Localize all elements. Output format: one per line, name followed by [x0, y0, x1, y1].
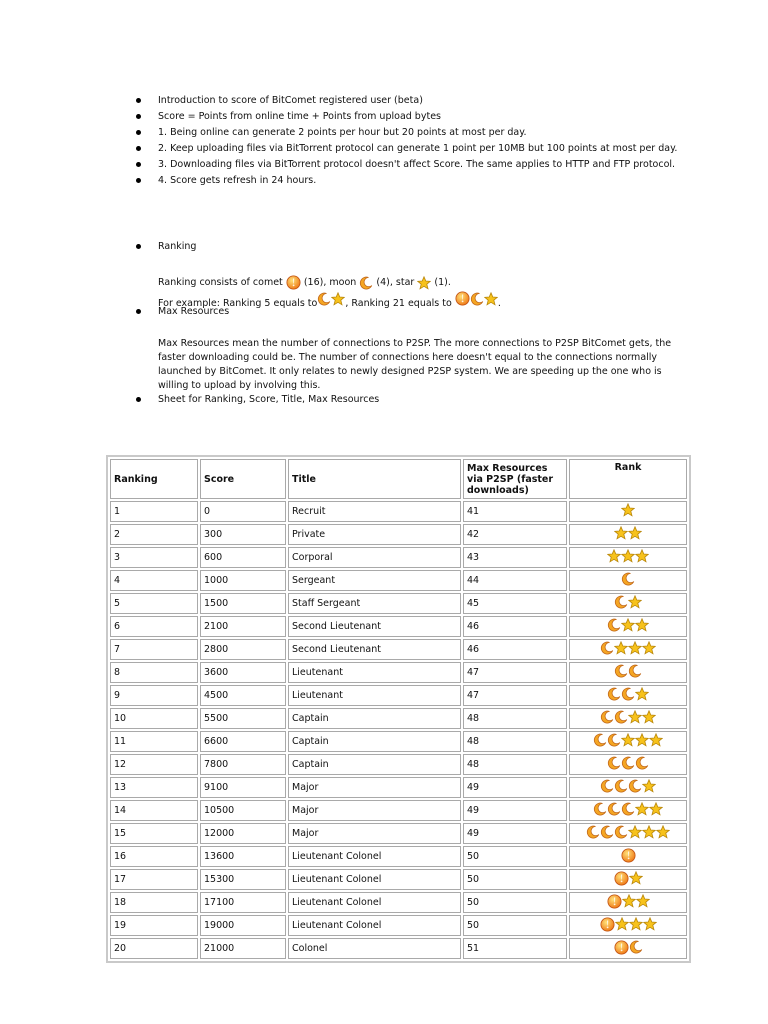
- star-icon: [642, 825, 656, 839]
- example-end: .: [497, 298, 501, 309]
- table-row: [110, 938, 687, 959]
- cell-title: Colonel: [288, 938, 461, 959]
- cell-ranking: 4: [110, 570, 198, 591]
- table-row: [110, 524, 687, 545]
- cell-title: Captain: [288, 708, 461, 729]
- example-mid-text: , Ranking 21 equals to: [345, 298, 452, 309]
- cell-max-resources: 50: [463, 915, 567, 936]
- cell-ranking: 15: [110, 823, 198, 844]
- cell-score: 5500: [200, 708, 286, 729]
- star-icon: [621, 503, 635, 517]
- cell-score: 4500: [200, 685, 286, 706]
- star-icon: [635, 687, 649, 701]
- cell-max-resources: 45: [463, 593, 567, 614]
- cell-title: Major: [288, 777, 461, 798]
- cell-ranking: 10: [110, 708, 198, 729]
- cell-score: 9100: [200, 777, 286, 798]
- moon-value: (4),: [376, 277, 393, 288]
- cell-max-resources: 46: [463, 639, 567, 660]
- cell-score: 17100: [200, 892, 286, 913]
- table-row: [110, 685, 687, 706]
- star-icon: [628, 595, 642, 609]
- moon-icon: [600, 825, 614, 839]
- cell-ranking: 2: [110, 524, 198, 545]
- moon-icon: [614, 779, 628, 793]
- rank-icons: [593, 802, 663, 816]
- rank-icons: [607, 894, 650, 909]
- cell-ranking: 3: [110, 547, 198, 568]
- cell-ranking: 5: [110, 593, 198, 614]
- cell-score: 12000: [200, 823, 286, 844]
- rank-icons: [614, 940, 643, 955]
- star-icon: [417, 276, 431, 290]
- star-icon: [615, 917, 629, 931]
- cell-ranking: 7: [110, 639, 198, 660]
- cell-score: 0: [200, 501, 286, 522]
- rank-icons: [607, 756, 649, 770]
- cell-ranking: 20: [110, 938, 198, 959]
- cell-score: 19000: [200, 915, 286, 936]
- star-icon: [642, 641, 656, 655]
- cell-max-resources: 47: [463, 685, 567, 706]
- cell-rank-icons: [569, 685, 687, 706]
- cell-score: 300: [200, 524, 286, 545]
- star-icon: [643, 917, 657, 931]
- cell-max-resources: 41: [463, 501, 567, 522]
- star-icon: [484, 292, 498, 306]
- cell-max-resources: 46: [463, 616, 567, 637]
- cell-score: 1500: [200, 593, 286, 614]
- cell-max-resources: 47: [463, 662, 567, 683]
- cell-rank-icons: [569, 708, 687, 729]
- moon-icon: [607, 756, 621, 770]
- sheet-heading: Sheet for Ranking, Score, Title, Max Resources: [134, 393, 379, 407]
- moon-icon: [607, 687, 621, 701]
- cell-title: Captain: [288, 754, 461, 775]
- cell-ranking: 17: [110, 869, 198, 890]
- intro-item: Score = Points from online time + Points from upload bytes: [134, 110, 677, 126]
- star-icon: [628, 526, 642, 540]
- moon-word: moon: [329, 277, 357, 288]
- table-row: [110, 800, 687, 821]
- cell-ranking: 16: [110, 846, 198, 867]
- rank-icons: [621, 503, 635, 517]
- star-icon: [621, 549, 635, 563]
- table-row: [110, 915, 687, 936]
- moon-icon: [614, 825, 628, 839]
- comet-icon: [286, 275, 301, 290]
- cell-rank-icons: [569, 731, 687, 752]
- cell-rank-icons: [569, 823, 687, 844]
- moon-icon: [607, 802, 621, 816]
- max-resources-line: launched by BitComet. It only relates to newly designed P2SP system. We are speeding up the one who is: [158, 366, 662, 377]
- table-row: [110, 547, 687, 568]
- table-row: [110, 846, 687, 867]
- cell-score: 15300: [200, 869, 286, 890]
- cell-rank-icons: [569, 846, 687, 867]
- cell-ranking: 1: [110, 501, 198, 522]
- table-row: [110, 662, 687, 683]
- star-icon: [629, 871, 643, 885]
- intro-list: [134, 94, 677, 190]
- rank-icons: [614, 871, 643, 886]
- header-rank: Rank: [569, 459, 687, 499]
- moon-icon: [629, 940, 643, 954]
- table-row: [110, 708, 687, 729]
- cell-title: Lieutenant: [288, 662, 461, 683]
- cell-score: 13600: [200, 846, 286, 867]
- cell-title: Sergeant: [288, 570, 461, 591]
- intro-item: 2. Keep uploading files via BitTorrent protocol can generate 1 point per 10MB but 100 points at most per day.: [134, 142, 677, 158]
- max-resources-heading: Max Resources: [134, 305, 229, 319]
- rank-icons: [593, 733, 663, 747]
- cell-rank-icons: [569, 892, 687, 913]
- star-icon: [628, 710, 642, 724]
- moon-icon: [586, 825, 600, 839]
- rank-21-icons: [455, 291, 498, 306]
- cell-rank-icons: [569, 915, 687, 936]
- cell-title: Lieutenant: [288, 685, 461, 706]
- cell-title: Private: [288, 524, 461, 545]
- cell-ranking: 6: [110, 616, 198, 637]
- star-icon: [635, 733, 649, 747]
- star-icon: [621, 618, 635, 632]
- rank-icons: [600, 779, 656, 793]
- star-icon: [614, 641, 628, 655]
- moon-icon: [621, 802, 635, 816]
- max-resources-line: faster downloading could be. The number of connections here doesn't equal to the connections normally: [158, 352, 658, 363]
- cell-max-resources: 50: [463, 869, 567, 890]
- ranking-consists-text: Ranking consists of comet: [158, 277, 283, 288]
- rank-icons: [614, 526, 642, 540]
- moon-icon: [614, 710, 628, 724]
- cell-title: Corporal: [288, 547, 461, 568]
- cell-rank-icons: [569, 524, 687, 545]
- header-score: Score: [200, 459, 286, 499]
- cell-score: 7800: [200, 754, 286, 775]
- star-icon: [649, 802, 663, 816]
- star-icon: [629, 917, 643, 931]
- cell-title: Major: [288, 823, 461, 844]
- star-icon: [628, 825, 642, 839]
- cell-ranking: 13: [110, 777, 198, 798]
- cell-ranking: 19: [110, 915, 198, 936]
- moon-icon: [359, 276, 373, 290]
- cell-ranking: 8: [110, 662, 198, 683]
- cell-rank-icons: [569, 800, 687, 821]
- cell-title: Lieutenant Colonel: [288, 846, 461, 867]
- ranking-heading: Ranking: [134, 240, 196, 254]
- moon-icon: [635, 756, 649, 770]
- table-row: [110, 593, 687, 614]
- moon-icon: [621, 756, 635, 770]
- moon-icon: [628, 779, 642, 793]
- comet-value: (16),: [303, 277, 327, 288]
- comet-icon: [600, 917, 615, 932]
- rank-icons: [614, 595, 642, 609]
- table-body: [110, 501, 687, 959]
- rank-icons: [600, 710, 656, 724]
- moon-icon: [317, 292, 331, 306]
- rank-icons: [586, 825, 670, 839]
- cell-rank-icons: [569, 593, 687, 614]
- moon-icon: [470, 292, 484, 306]
- cell-max-resources: 42: [463, 524, 567, 545]
- cell-score: 600: [200, 547, 286, 568]
- moon-icon: [621, 572, 635, 586]
- cell-rank-icons: [569, 662, 687, 683]
- table-row: [110, 777, 687, 798]
- cell-title: Recruit: [288, 501, 461, 522]
- cell-rank-icons: [569, 616, 687, 637]
- star-icon: [607, 549, 621, 563]
- moon-icon: [593, 733, 607, 747]
- cell-ranking: 18: [110, 892, 198, 913]
- example-text: For example: Ranking 5 equals to: [158, 298, 318, 309]
- table-row: [110, 731, 687, 752]
- cell-score: 2800: [200, 639, 286, 660]
- cell-ranking: 11: [110, 731, 198, 752]
- intro-item: Introduction to score of BitComet registered user (beta): [134, 94, 677, 110]
- moon-icon: [614, 664, 628, 678]
- cell-max-resources: 48: [463, 708, 567, 729]
- comet-icon: [621, 848, 636, 863]
- max-resources-line: Max Resources mean the number of connections to P2SP. The more connections to P2SP BitComet gets, the: [158, 338, 672, 349]
- comet-icon: [614, 940, 629, 955]
- star-icon: [635, 618, 649, 632]
- moon-icon: [593, 802, 607, 816]
- cell-title: Second Lieutenant: [288, 616, 461, 637]
- cell-score: 6600: [200, 731, 286, 752]
- max-resources-line: willing to upload by involving this.: [158, 380, 321, 391]
- rank-icons: [607, 687, 649, 701]
- star-icon: [642, 710, 656, 724]
- table-row: [110, 616, 687, 637]
- cell-max-resources: 49: [463, 823, 567, 844]
- ranking-description: [158, 275, 501, 309]
- cell-ranking: 12: [110, 754, 198, 775]
- header-ranking: Ranking: [110, 459, 198, 499]
- star-value: (1).: [434, 277, 451, 288]
- cell-max-resources: 44: [463, 570, 567, 591]
- table-row: [110, 869, 687, 890]
- cell-score: 3600: [200, 662, 286, 683]
- comet-icon: [607, 894, 622, 909]
- rank-table: [106, 455, 691, 963]
- cell-score: 2100: [200, 616, 286, 637]
- cell-rank-icons: [569, 639, 687, 660]
- moon-icon: [628, 664, 642, 678]
- cell-title: Major: [288, 800, 461, 821]
- table-row: [110, 754, 687, 775]
- cell-rank-icons: [569, 869, 687, 890]
- cell-max-resources: 51: [463, 938, 567, 959]
- moon-icon: [607, 733, 621, 747]
- cell-rank-icons: [569, 754, 687, 775]
- cell-title: Staff Sergeant: [288, 593, 461, 614]
- rank-5-icons: [317, 292, 345, 306]
- moon-icon: [600, 710, 614, 724]
- star-icon: [649, 733, 663, 747]
- cell-title: Captain: [288, 731, 461, 752]
- cell-title: Second Lieutenant: [288, 639, 461, 660]
- cell-title: Lieutenant Colonel: [288, 915, 461, 936]
- star-icon: [621, 733, 635, 747]
- rank-icons: [621, 572, 635, 586]
- star-icon: [636, 894, 650, 908]
- header-title: Title: [288, 459, 461, 499]
- rank-icons: [614, 664, 642, 678]
- star-icon: [642, 779, 656, 793]
- comet-icon: [455, 291, 470, 306]
- header-max-resources: Max Resources via P2SP (faster downloads): [463, 459, 567, 499]
- cell-max-resources: 43: [463, 547, 567, 568]
- table-row: [110, 501, 687, 522]
- cell-score: 10500: [200, 800, 286, 821]
- max-resources-paragraph: [158, 337, 671, 393]
- cell-max-resources: 50: [463, 846, 567, 867]
- rank-icons: [600, 917, 657, 932]
- rank-icons: [607, 618, 649, 632]
- table-row: [110, 570, 687, 591]
- cell-max-resources: 49: [463, 800, 567, 821]
- intro-item: 3. Downloading files via BitTorrent protocol doesn't affect Score. The same applies to HTTP and FTP protocol.: [134, 158, 677, 174]
- star-icon: [331, 292, 345, 306]
- table-row: [110, 639, 687, 660]
- intro-item: 4. Score gets refresh in 24 hours.: [134, 174, 677, 190]
- cell-score: 21000: [200, 938, 286, 959]
- moon-icon: [607, 618, 621, 632]
- star-icon: [635, 549, 649, 563]
- cell-score: 1000: [200, 570, 286, 591]
- cell-rank-icons: [569, 547, 687, 568]
- cell-rank-icons: [569, 938, 687, 959]
- cell-title: Lieutenant Colonel: [288, 892, 461, 913]
- table-row: [110, 892, 687, 913]
- star-icon: [635, 802, 649, 816]
- cell-ranking: 14: [110, 800, 198, 821]
- rank-icons: [607, 549, 649, 563]
- moon-icon: [600, 641, 614, 655]
- star-word: star: [395, 277, 415, 288]
- intro-item: 1. Being online can generate 2 points per hour but 20 points at most per day.: [134, 126, 677, 142]
- star-icon: [614, 526, 628, 540]
- cell-rank-icons: [569, 777, 687, 798]
- cell-max-resources: 48: [463, 754, 567, 775]
- cell-max-resources: 49: [463, 777, 567, 798]
- cell-ranking: 9: [110, 685, 198, 706]
- rank-icons: [600, 641, 656, 655]
- moon-icon: [621, 687, 635, 701]
- rank-icons: [621, 848, 636, 863]
- cell-title: Lieutenant Colonel: [288, 869, 461, 890]
- moon-icon: [600, 779, 614, 793]
- star-icon: [656, 825, 670, 839]
- cell-max-resources: 50: [463, 892, 567, 913]
- star-icon: [628, 641, 642, 655]
- cell-rank-icons: [569, 501, 687, 522]
- cell-max-resources: 48: [463, 731, 567, 752]
- moon-icon: [614, 595, 628, 609]
- table-row: [110, 823, 687, 844]
- star-icon: [622, 894, 636, 908]
- cell-rank-icons: [569, 570, 687, 591]
- table-header-row: [110, 459, 687, 499]
- comet-icon: [614, 871, 629, 886]
